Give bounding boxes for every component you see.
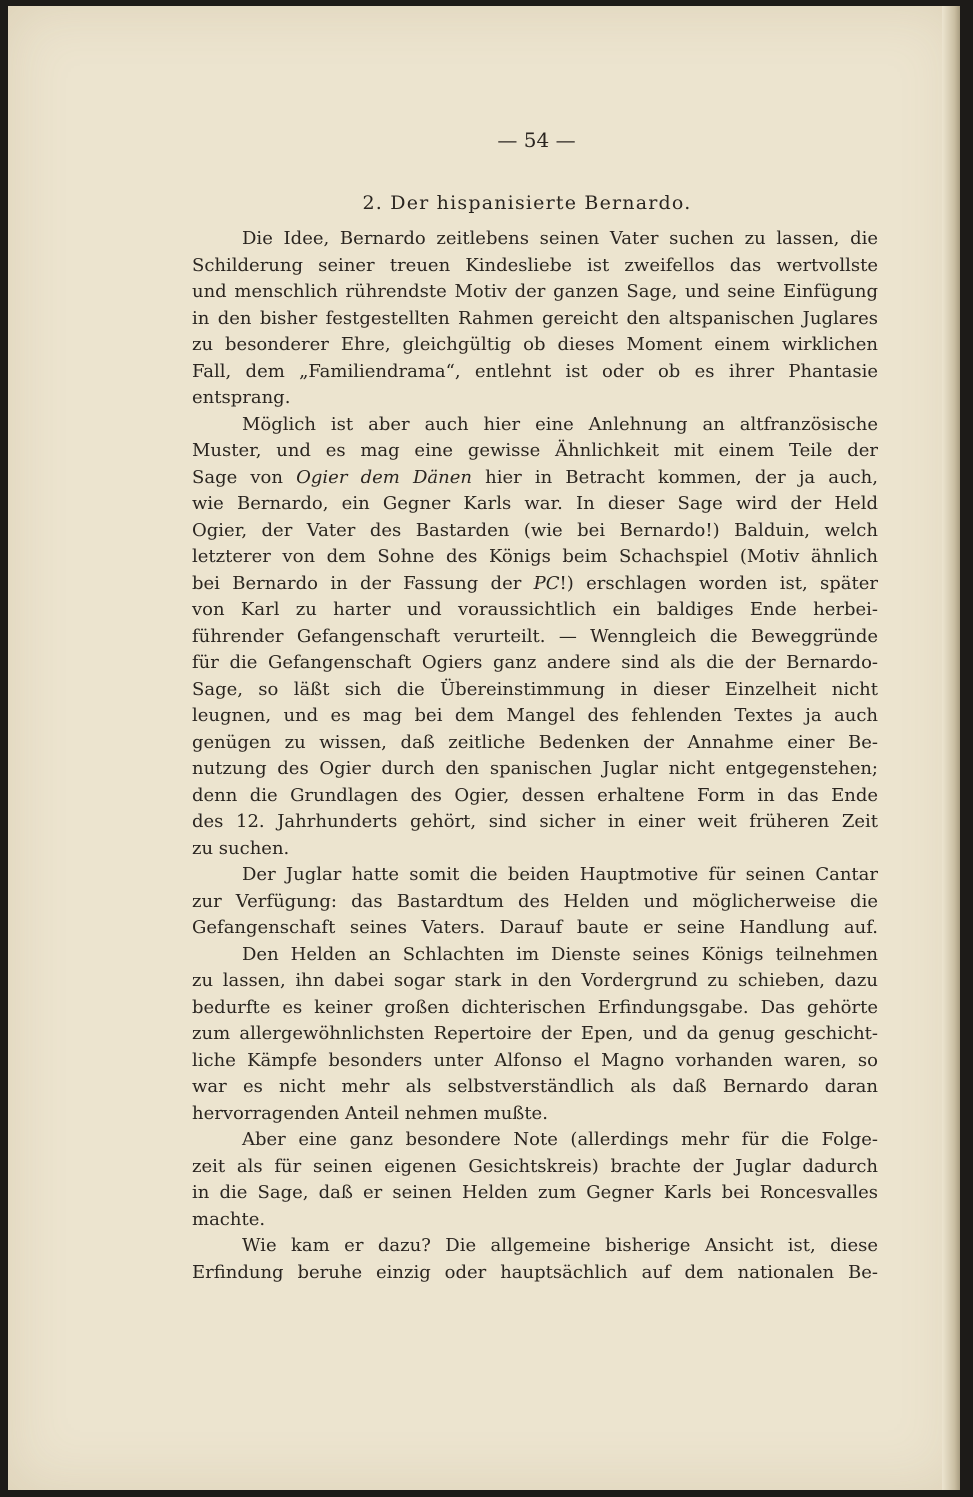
text-segment: bei Bernardo in der Fassung der <box>192 572 534 594</box>
text-line: zur Verfügung: das Bastardtum des Helden und möglicherweise die <box>192 890 878 912</box>
text-line: war es nicht mehr als selbstverständlich als daß Bernardo daran <box>192 1076 878 1097</box>
text-line: bedurfte es keiner großen dichterischen Erfindungsgabe. Das gehörte <box>192 996 878 1018</box>
page-edge <box>942 6 960 1490</box>
text-line: Schilderung seiner treuen Kindesliebe ist zweifellos das wertvollste <box>192 254 878 276</box>
text-line: entsprang. <box>192 387 291 408</box>
text-line: Den Helden an Schlachten im Dienste seines Königs teilnehmen <box>242 943 878 965</box>
text-line: und menschlich rührendste Motiv der ganzen Sage, und seine Einfügung <box>192 281 878 302</box>
text-line: zu suchen. <box>192 837 290 859</box>
text-line: zu besonderer Ehre, gleichgültig ob dieses Moment einem wirklichen <box>192 334 878 355</box>
text-segment: !) erschlagen worden ist, später <box>559 572 878 594</box>
text-segment: hier in Betracht kommen, der ja auch, <box>471 466 879 488</box>
text-line: genügen zu wissen, daß zeitliche Bedenken der Annahme einer Be- <box>192 731 878 753</box>
page-number: — 54 — <box>497 128 576 152</box>
text-line: Fall, dem „Familiendrama“, entlehnt ist oder ob es ihrer Phantasie <box>192 360 878 382</box>
text-line: Wie kam er dazu? Die allgemeine bisherige Ansicht ist, diese <box>242 1235 878 1256</box>
text-line: zum allergewöhnlichsten Repertoire der Epen, und da genug geschicht- <box>192 1023 878 1044</box>
text-line: leugnen, und es mag bei dem Mangel des fehlenden Textes ja auch <box>192 705 878 726</box>
text-line <box>192 465 878 492</box>
text-line: machte. <box>192 1208 266 1230</box>
text-line: in die Sage, daß er seinen Helden zum Gegner Karls bei Roncesvalles <box>192 1182 878 1203</box>
text-line: Ogier, der Vater des Bastarden (wie bei Bernardo!) Balduin, welch <box>192 519 878 541</box>
text-line: von Karl zu harter und voraussichtlich ein baldiges Ende herbei- <box>192 599 878 620</box>
text-line: führender Gefangenschaft verurteilt. — Wenngleich die Beweggründe <box>192 625 878 647</box>
chapter-heading: 2. Der hispanisierte Bernardo. <box>362 192 692 214</box>
text-line <box>192 571 878 598</box>
text-line: zu lassen, ihn dabei sogar stark in den Vordergrund zu schieben, dazu <box>192 970 878 991</box>
text-line: des 12. Jahrhunderts gehört, sind sicher in einer weit früheren Zeit <box>192 811 878 832</box>
text-line: hervorragenden Anteil nehmen mußte. <box>192 1102 548 1124</box>
text-line: Sage, so läßt sich die Übereinstimmung in dieser Einzelheit nicht <box>192 678 878 700</box>
text-line: letzterer von dem Sohne des Königs beim Schachspiel (Motiv ähnlich <box>192 546 878 567</box>
text-line: denn die Grundlagen des Ogier, dessen erhaltene Form in das Ende <box>192 784 878 806</box>
text-line: in den bisher festgestellten Rahmen gereicht den altspanischen Juglares <box>192 307 878 329</box>
text-line: wie Bernardo, ein Gegner Karls war. In dieser Sage wird der Held <box>192 493 878 514</box>
text-line: liche Kämpfe besonders unter Alfonso el Magno vorhanden waren, so <box>192 1049 878 1071</box>
italic-title: Ogier dem Dänen <box>296 466 472 488</box>
body-text <box>192 226 878 1286</box>
text-line: für die Gefangenschaft Ogiers ganz andere sind als die der Bernardo- <box>192 652 878 673</box>
text-line: Möglich ist aber auch hier eine Anlehnung an altfranzösische <box>242 413 878 435</box>
text-line: Aber eine ganz besondere Note (allerdings mehr für die Folge- <box>242 1129 878 1150</box>
text-line: Erfindung beruhe einzig oder hauptsächlich auf dem nationalen Be- <box>192 1261 878 1283</box>
text-segment: Sage von <box>192 466 297 488</box>
text-line: Die Idee, Bernardo zeitlebens seinen Vater suchen zu lassen, die <box>242 228 878 249</box>
text-line: nutzung des Ogier durch den spanischen Juglar nicht entgegenstehen; <box>192 758 878 779</box>
text-line: zeit als für seinen eigenen Gesichtskreis) brachte der Juglar dadurch <box>192 1155 878 1177</box>
text-line: Gefangenschaft seines Vaters. Darauf baute er seine Handlung auf. <box>192 917 878 938</box>
italic-title: PC <box>533 572 560 594</box>
text-line: Muster, und es mag eine gewisse Ähnlichkeit mit einem Teile der <box>192 440 878 461</box>
text-line: Der Juglar hatte somit die beiden Hauptmotive für seinen Cantar <box>242 864 878 885</box>
